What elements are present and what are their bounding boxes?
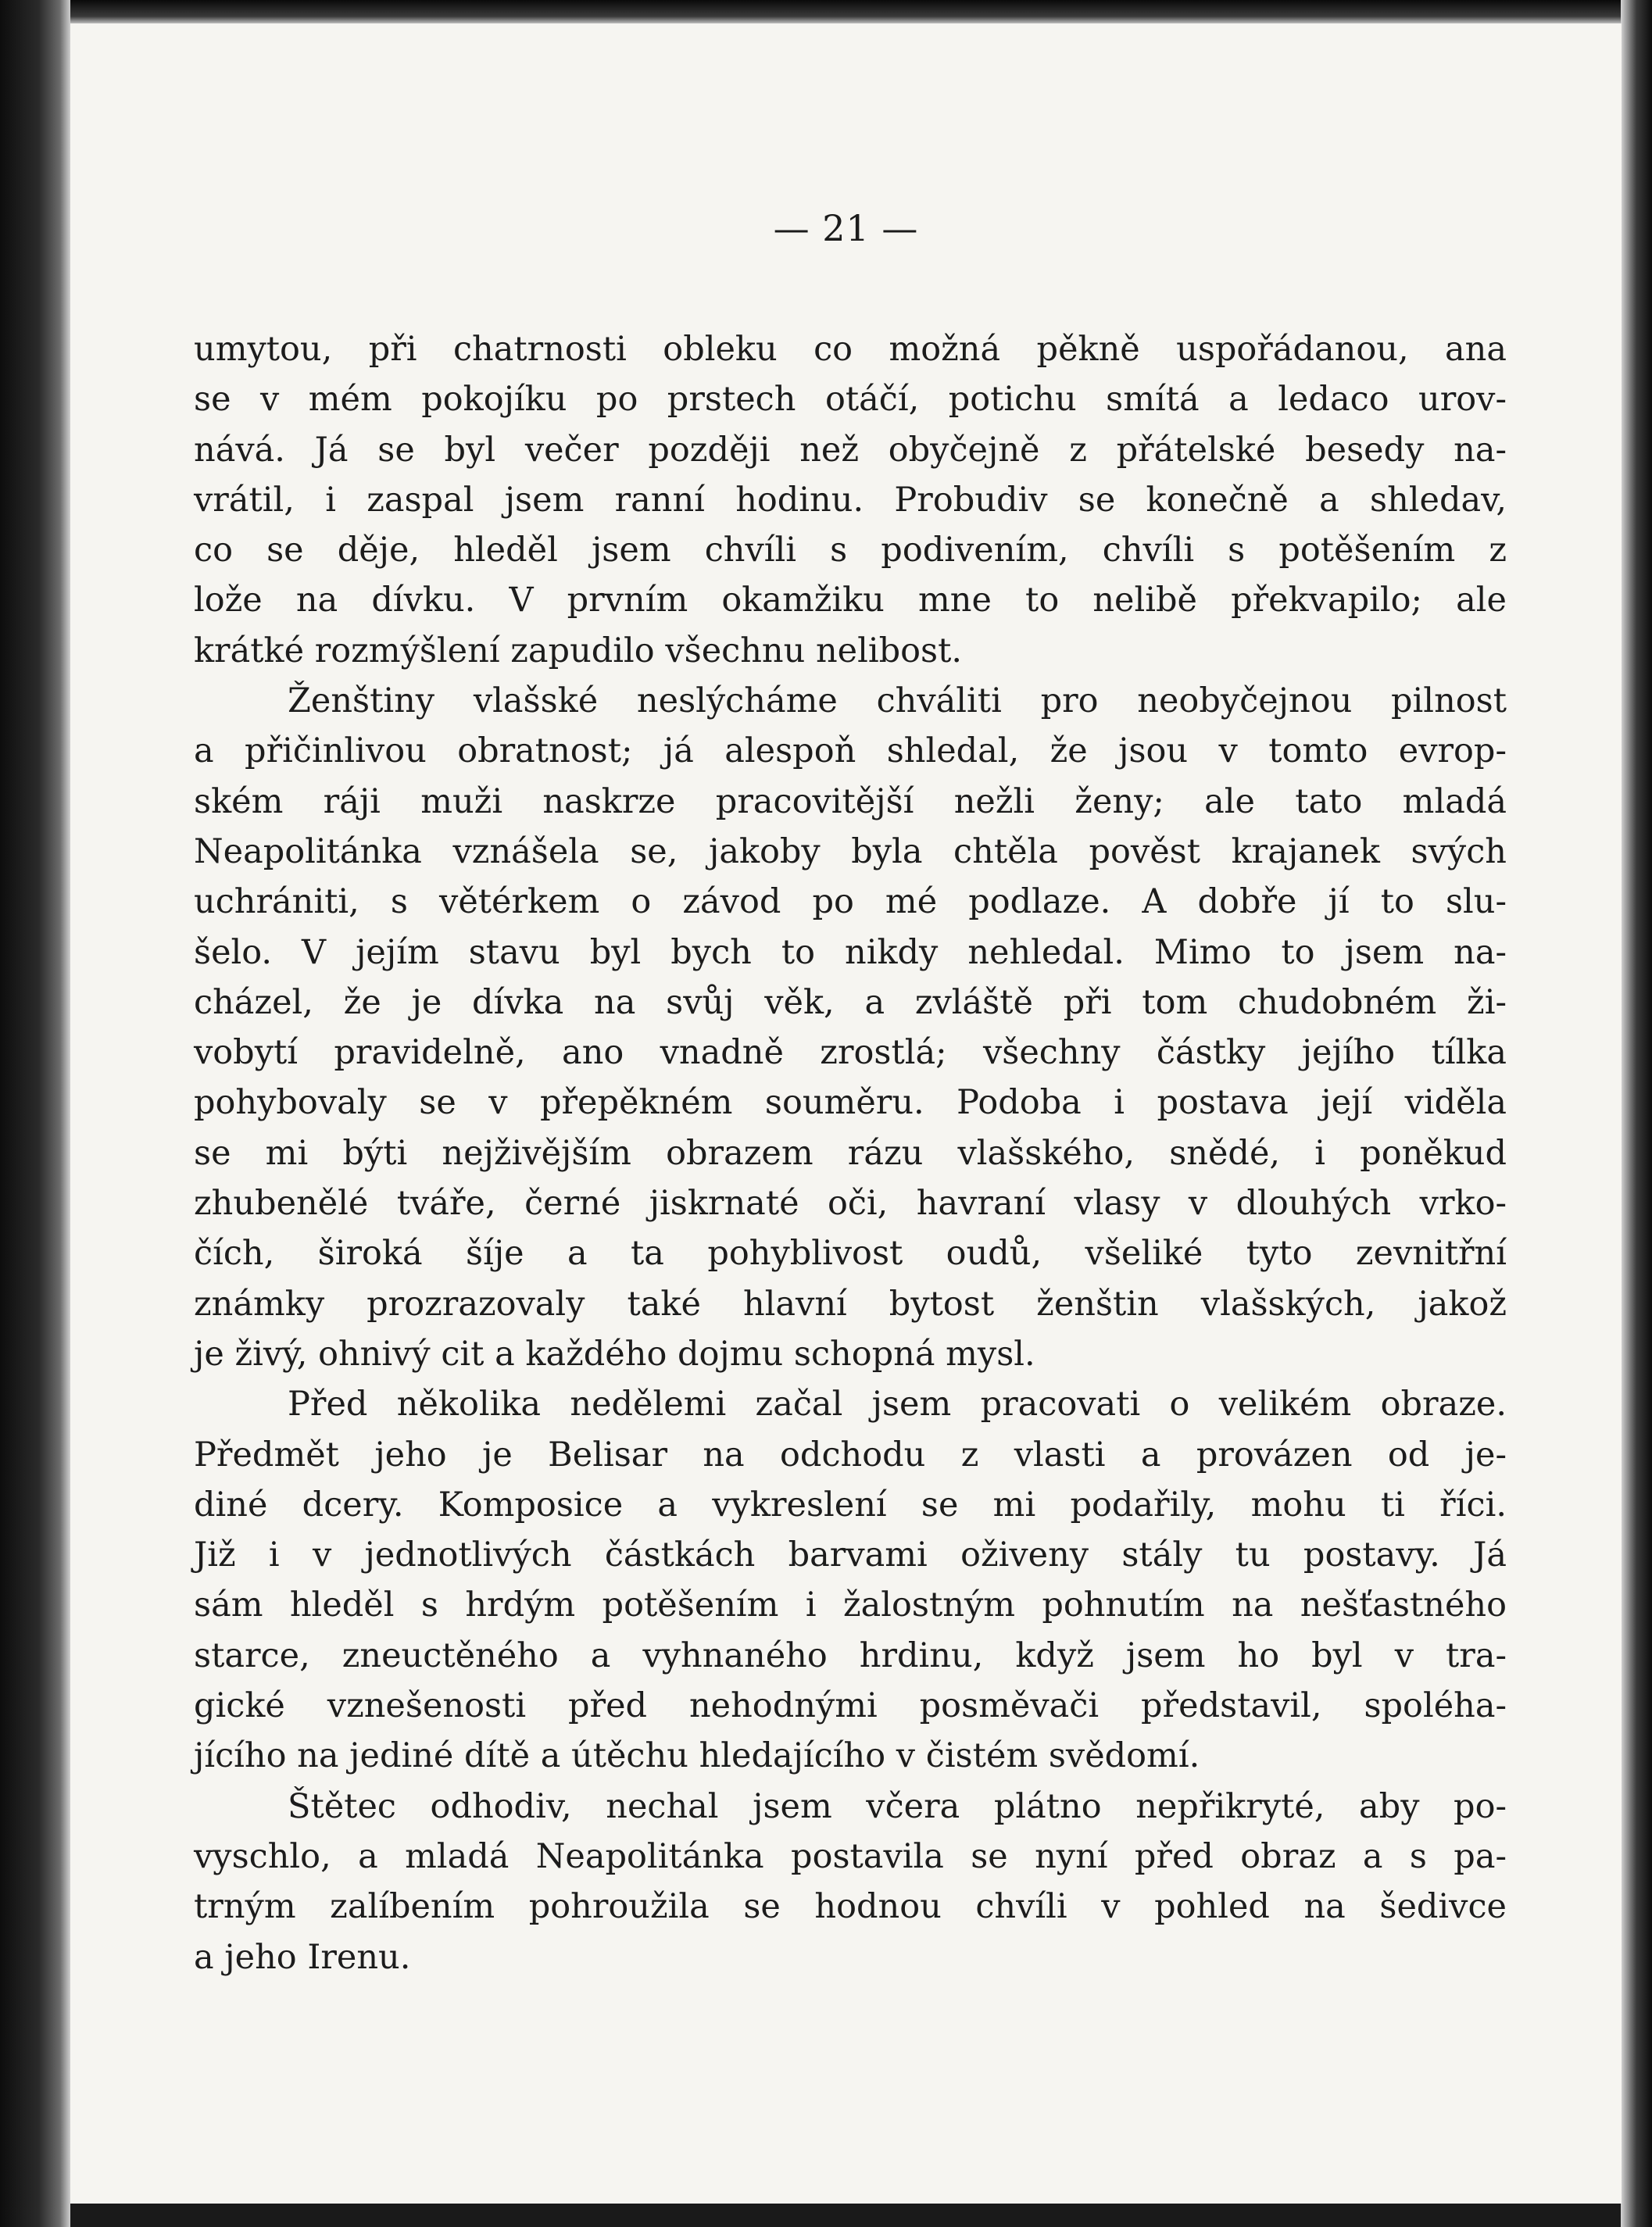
- text-line: vrátil, i zaspal jsem ranní hodinu. Probudiv se konečně a shledav,: [194, 480, 1507, 520]
- text-line: co se děje, hleděl jsem chvíli s podivením, chvíli s potěšením z: [194, 531, 1507, 570]
- text-line: starce, zneuctěného a vyhnaného hrdinu, když jsem ho byl v tra-: [194, 1635, 1507, 1675]
- text-line: jícího na jediné dítě a útěchu hledajícího v čistém svědomí.: [194, 1736, 1200, 1776]
- text-line: ském ráji muži naskrze pracovitější nežli ženy; ale tato mladá: [194, 781, 1507, 821]
- text-line: nává. Já se byl večer později než obyčejně z přátelské besedy na-: [194, 430, 1507, 470]
- text-line: gické vznešenosti před nehodnými posměvači představil, spoléha-: [194, 1686, 1507, 1726]
- text-line: známky prozrazovaly také hlavní bytost ženštin vlašských, jakož: [194, 1284, 1507, 1324]
- paragraph: [194, 676, 1507, 1379]
- text-line: Před několika nedělemi začal jsem pracovati o velikém obraze.: [288, 1385, 1507, 1424]
- text-line: šelo. V jejím stavu byl bych to nikdy nehledal. Mimo to jsem na-: [194, 932, 1507, 972]
- book-page: [70, 23, 1622, 2204]
- scan-right-edge: [1621, 0, 1652, 2227]
- text-line: a přičinlivou obratnost; já alespoň shledal, že jsou v tomto evrop-: [194, 731, 1507, 771]
- text-line: uchrániti, s větérkem o závod po mé podlaze. A dobře jí to slu-: [194, 882, 1507, 922]
- text-line: pohybovaly se v přepěkném souměru. Podoba i postava její viděla: [194, 1083, 1507, 1123]
- page-number: — 21 —: [773, 207, 919, 249]
- paragraph: [194, 1782, 1507, 1982]
- text-line: a jeho Irenu.: [194, 1937, 411, 1977]
- paragraph: [194, 1379, 1507, 1781]
- text-line: Již i v jednotlivých částkách barvami oživeny stály tu postavy. Já: [194, 1535, 1507, 1575]
- book-gutter-shadow: [0, 0, 70, 2227]
- text-line: lože na dívku. V prvním okamžiku mne to nelibě překvapilo; ale: [194, 581, 1507, 620]
- scan-top-edge: [0, 0, 1652, 23]
- paragraph: [194, 324, 1507, 676]
- text-line: trným zalíbením pohroužila se hodnou chvíli v pohled na šedivce: [194, 1887, 1507, 1927]
- text-line: diné dcery. Komposice a vykreslení se mi podařily, mohu ti říci.: [194, 1485, 1507, 1525]
- text-line: Neapolitánka vznášela se, jakoby byla chtěla pověst krajanek svých: [194, 831, 1507, 871]
- text-line: Předmět jeho je Belisar na odchodu z vlasti a provázen od je-: [194, 1435, 1507, 1475]
- text-line: čích, široká šíje a ta pohyblivost oudů, všeliké tyto zevnitřní: [194, 1234, 1507, 1274]
- text-line: vobytí pravidelně, ano vnadně zrostlá; všechny částky jejího tílka: [194, 1033, 1507, 1073]
- text-line: se mi býti nejživějším obrazem rázu vlašského, snědé, i poněkud: [194, 1133, 1507, 1173]
- body-text: [194, 324, 1507, 1982]
- text-line: vyschlo, a mladá Neapolitánka postavila se nyní před obraz a s pa-: [194, 1836, 1507, 1876]
- text-line: se v mém pokojíku po prstech otáčí, potichu smítá a ledaco urov-: [194, 380, 1507, 420]
- text-line: krátké rozmýšlení zapudilo všechnu nelibost.: [194, 631, 963, 670]
- text-line: Ženštiny vlašské neslýcháme chváliti pro neobyčejnou pilnost: [288, 681, 1507, 721]
- text-line: zhubenělé tváře, černé jiskrnaté oči, havraní vlasy v dlouhých vrko-: [194, 1184, 1507, 1224]
- text-line: je živý, ohnivý cit a každého dojmu schopná mysl.: [194, 1334, 1035, 1374]
- text-line: cházel, že je dívka na svůj věk, a zvláště při tom chudobném ži-: [194, 982, 1507, 1022]
- text-line: Štětec odhodiv, nechal jsem včera plátno nepřikryté, aby po-: [288, 1786, 1507, 1826]
- text-line: sám hleděl s hrdým potěšením i žalostným pohnutím na nešťastného: [194, 1585, 1507, 1625]
- text-line: umytou, při chatrnosti obleku co možná pěkně uspořádanou, ana: [194, 330, 1507, 369]
